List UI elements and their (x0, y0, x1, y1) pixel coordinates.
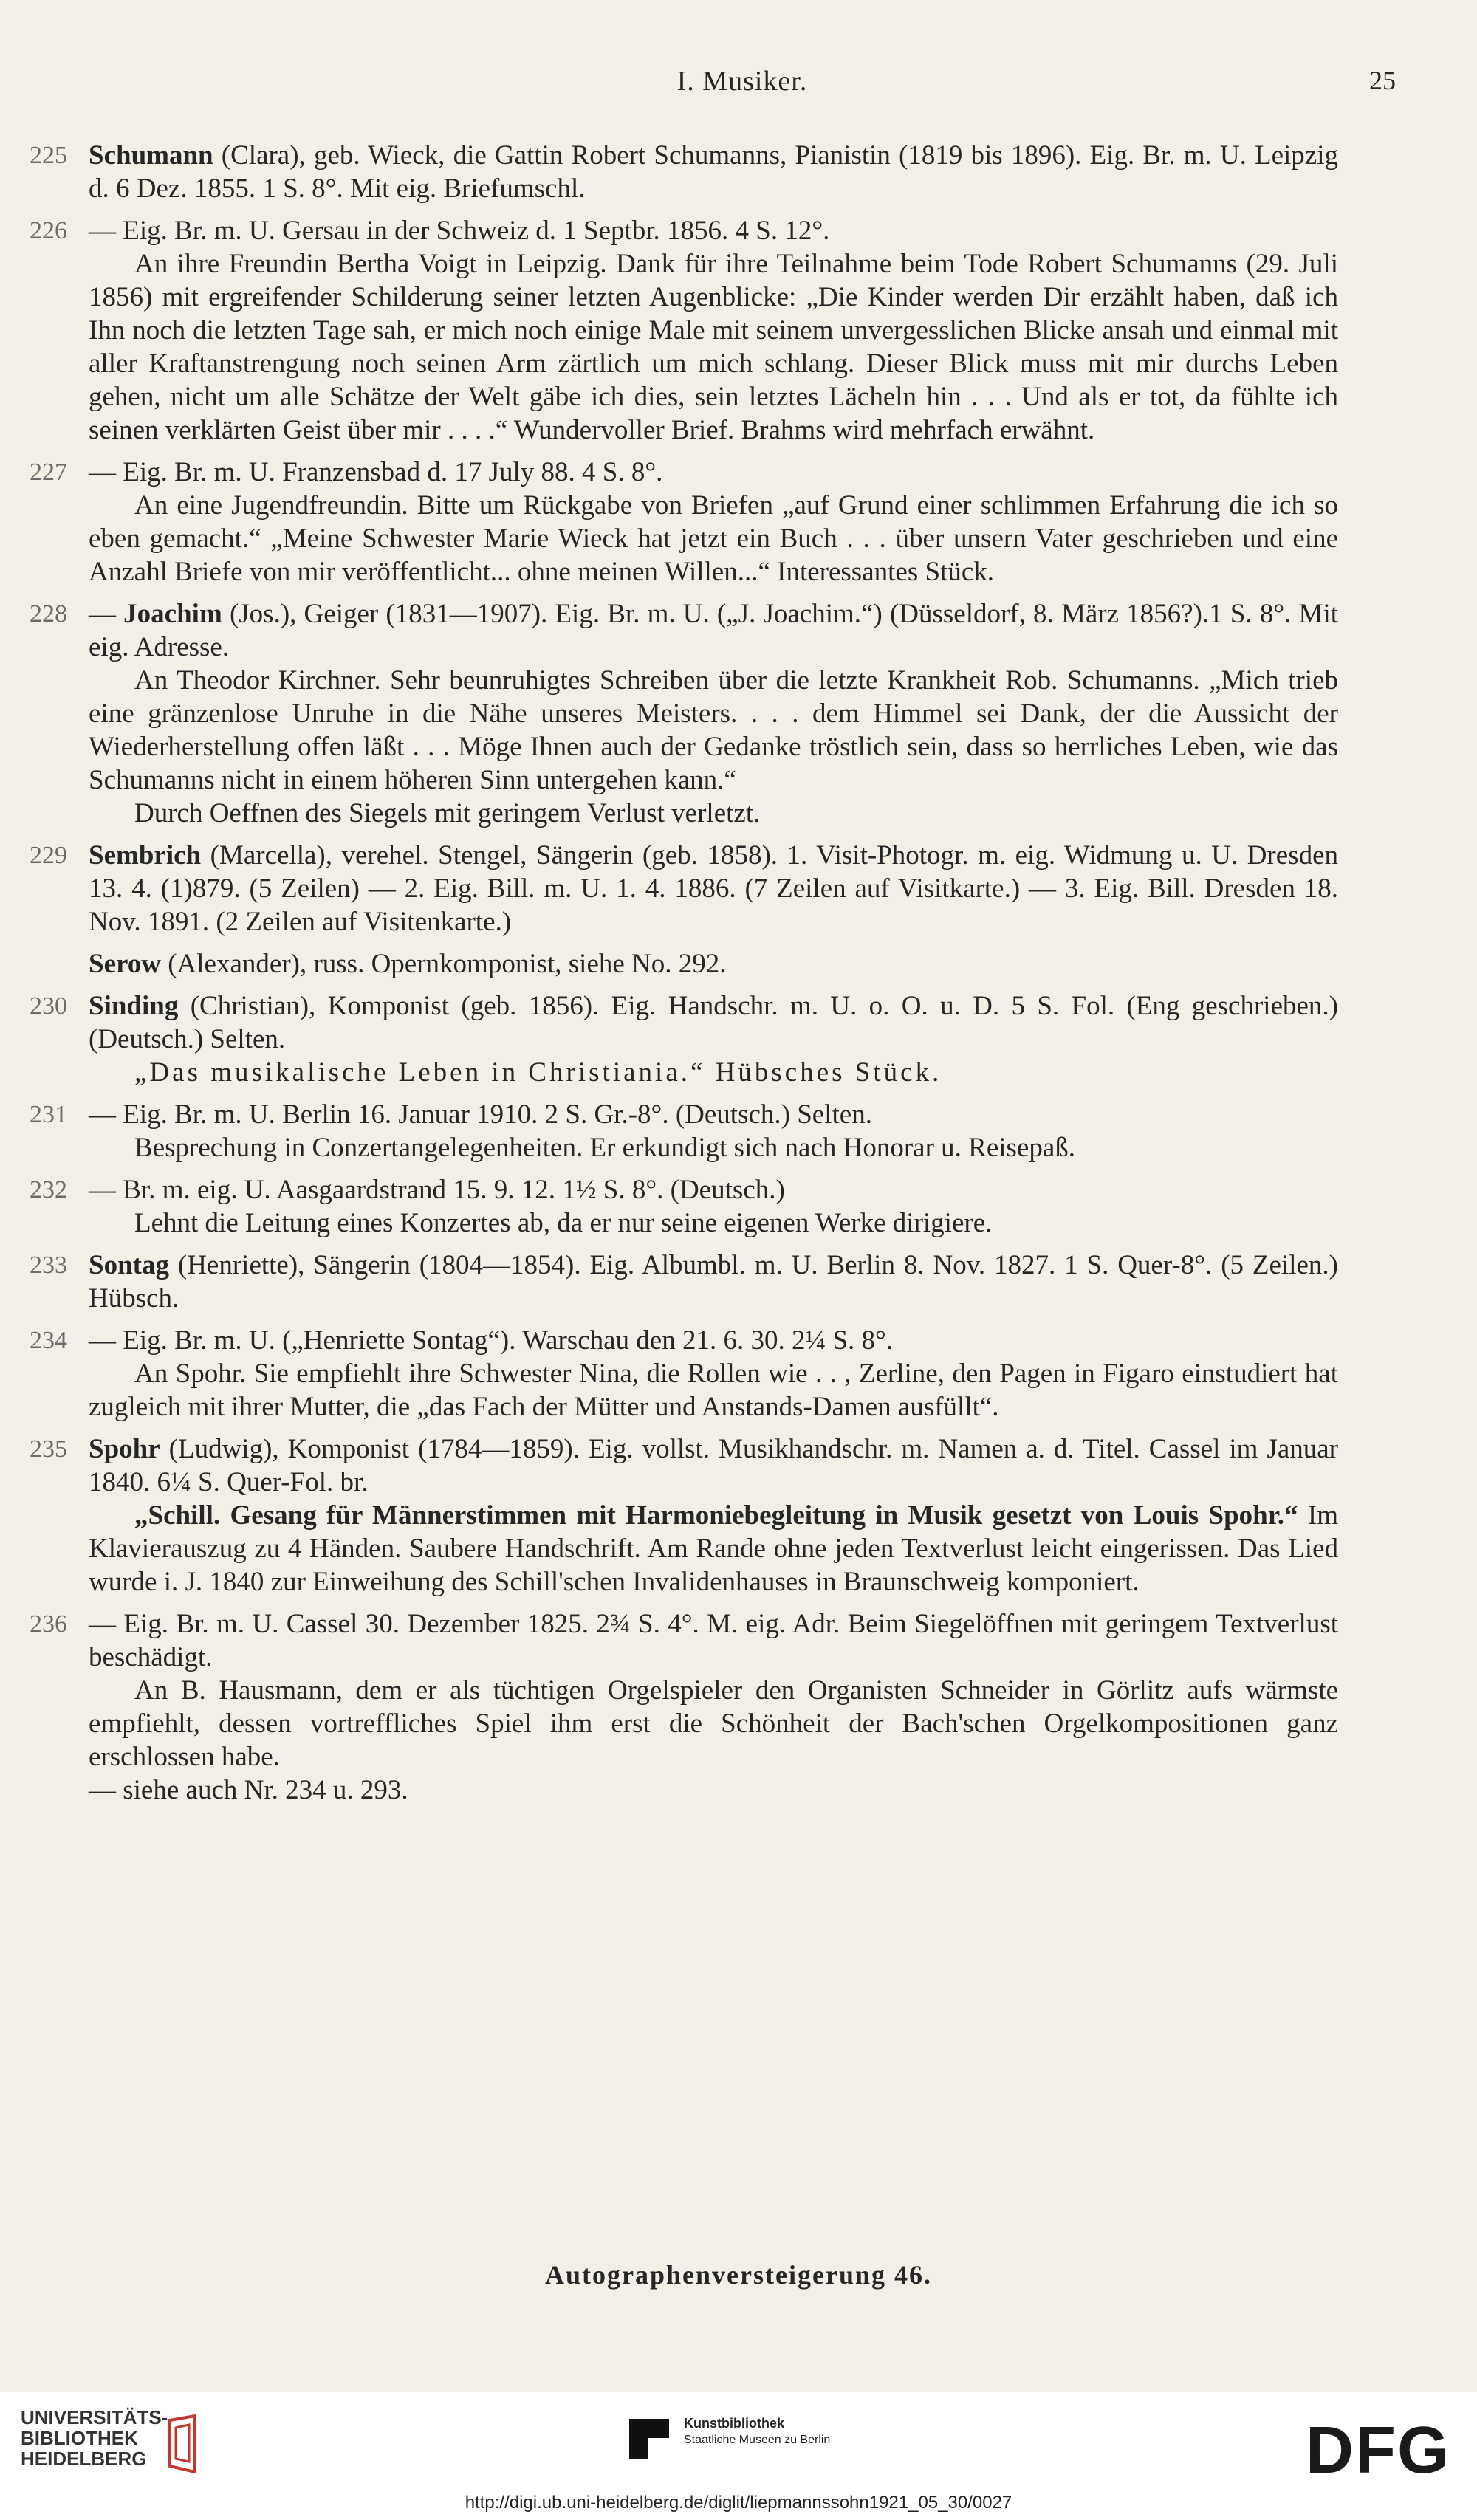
entry-231 (30, 1098, 1338, 1164)
page-header (89, 65, 1396, 109)
running-title: I. Musiker. (676, 66, 808, 97)
entry-serow (30, 947, 1338, 981)
catalog-entries (30, 139, 1338, 1816)
entry-text: — Eig. Br. m. U. Franzensbad d. 17 July 88. 4 S. 8°. (89, 457, 663, 487)
logo-line: HEIDELBERG (21, 2448, 147, 2470)
entry-description: An ihre Freundin Bertha Voigt in Leipzig. Dank für ihre Teilnahme beim Tode Robert Schumanns (29. Juli 1856) mit ergreifender Schilderung seiner letzten Augenblicke: „Die Kinder werden Dir erzählt haben, daß ich Ihn noch die letzten Tage sah, er mich noch einige Male mit seinem unvergesslichen Blicke ansah und einmal mit aller Kraftanstrengung noch seinen Arm zärtlich um mich schlang. Dieser Blick muss mit mir durchs Leben gehen, nicht um alle Schätze der Welt gäbe ich dies, sein letztes Lächeln hin . . . Und als er tot, da fühlte ich seinen verklärten Geist über mir . . . .“ Wundervoller Brief. Brahms wird mehrfach erwähnt. (89, 249, 1338, 445)
cross-reference: — siehe auch Nr. 234 u. 293. (89, 1775, 408, 1805)
composer-name: Serow (89, 949, 161, 979)
composer-name: Joachim (123, 599, 222, 629)
entry-text: — Eig. Br. m. U. („Henriette Sontag“). Warschau den 21. 6. 30. 2¼ S. 8°. (89, 1325, 894, 1356)
entry-text: (Ludwig), Komponist (1784—1859). Eig. vollst. Musikhandschr. m. Namen a. d. Titel. Cassel im Januar 1840. 6¼ S. Quer-Fol. br. (89, 1434, 1338, 1497)
entry-number: 234 (30, 1327, 67, 1354)
entry-235 (30, 1432, 1338, 1599)
kb-title: Kunstbibliothek (684, 2416, 784, 2431)
entry-description: Lehnt die Leitung eines Konzertes ab, da er nur seine eigenen Werke dirigiere. (134, 1208, 993, 1238)
entry-236 (30, 1607, 1338, 1807)
heidelberg-library-logo[interactable] (21, 2407, 213, 2488)
entry-number: 229 (30, 842, 67, 869)
entry-text: — Eig. Br. m. U. Cassel 30. Dezember 1825. 2¾ S. 4°. M. eig. Adr. Beim Siegelöffnen mit geringem Textverlust beschädigt. (89, 1609, 1338, 1672)
composer-name: Sontag (89, 1250, 169, 1280)
kb-subtitle: Staatliche Museen zu Berlin (684, 2434, 831, 2446)
entry-number: 228 (30, 600, 67, 628)
auction-footer: Autographenversteigerung 46. (545, 2260, 932, 2290)
composer-name: Sembrich (89, 840, 202, 871)
dfg-logo[interactable]: DFG (1306, 2414, 1450, 2488)
entry-233 (30, 1249, 1338, 1315)
entry-225 (30, 139, 1338, 205)
entry-description: „Das musikalische Leben in Christiania.“ Hübsches Stück. (134, 1057, 942, 1088)
page-number: 25 (1369, 66, 1396, 95)
entry-description: An Theodor Kirchner. Sehr beunruhigtes Schreiben über die letzte Krankheit Rob. Schumanns. „Mich trieb eine gränzenlose Unruhe in die Nähe unseres Meisters. . . . dem Himmel sei Dank, der die Aussicht der Wiederherstellung offen läßt . . . Möge Ihnen auch der Gedanke tröstlich sein, dass so herrliches Leben, wie das Schumanns nicht in einem höheren Sinn untergehen kann.“ (89, 665, 1338, 795)
entry-description: An eine Jugendfreundin. Bitte um Rückgabe von Briefen „auf Grund einer schlimmen Erfahrung die ich so eben gemacht.“ „Meine Schwester Marie Wieck hat jetzt ein Buch . . . über unsern Vater geschrieben und eine Anzahl Briefe von mir veröffentlicht... ohne meinen Willen...“ Interessantes Stück. (89, 490, 1338, 587)
entry-number: 236 (30, 1610, 67, 1638)
entry-234 (30, 1324, 1338, 1424)
kunstbibliothek-emblem-icon (626, 2416, 672, 2462)
entry-description: Besprechung in Conzertangelegenheiten. Er erkundigt sich nach Honorar u. Reisepaß. (134, 1133, 1076, 1163)
entry-228 (30, 597, 1338, 830)
entry-number: 231 (30, 1101, 67, 1128)
entry-number: 226 (30, 217, 67, 244)
logo-line: BIBLIOTHEK (21, 2427, 138, 2449)
entry-text: — Eig. Br. m. U. Berlin 16. Januar 1910. 2 S. Gr.-8°. (Deutsch.) Selten. (89, 1099, 872, 1130)
composer-name: Spohr (89, 1434, 160, 1464)
entry-number: 235 (30, 1435, 67, 1463)
entry-text: (Marcella), verehel. Stengel, Sängerin (geb. 1858). 1. Visit-Photogr. m. eig. Widmung u. U. Dresden 13. 4. (1)879. (5 Zeilen) — 2. Eig. Bill. m. U. 1. 4. 1886. (7 Zeilen auf Visitkarte.) — 3. Eig. Bill. Dresden 18. Nov. 1891. (2 Zeilen auf Visitenkarte.) (89, 840, 1338, 937)
source-url[interactable]: http://digi.ub.uni-heidelberg.de/diglit/liepmannssohn1921_05_30/0027 (465, 2493, 1012, 2513)
entry-dash: — (89, 599, 124, 629)
entry-number: 230 (30, 992, 67, 1020)
entry-description: An Spohr. Sie empfiehlt ihre Schwester Nina, die Rollen wie . . , Zerline, den Pagen in Figaro einstudiert hat zugleich mit ihrer Mutter, die „das Fach der Mütter und Anstands-Damen ausfüllt“. (89, 1359, 1338, 1422)
entry-text: — Br. m. eig. U. Aasgaardstrand 15. 9. 12. 1½ S. 8°. (Deutsch.) (89, 1175, 785, 1205)
entry-text: — Eig. Br. m. U. Gersau in der Schweiz d. 1 Septbr. 1856. 4 S. 12°. (89, 216, 830, 246)
composer-name: Sinding (89, 991, 179, 1021)
entry-text: (Jos.), Geiger (1831—1907). Eig. Br. m. U. („J. Joachim.“) (Düsseldorf, 8. März 1856?).1 S. 8°. Mit eig. Adresse. (89, 599, 1339, 662)
entry-number: 225 (30, 142, 67, 169)
kunstbibliothek-logo[interactable] (626, 2416, 831, 2468)
viewer-footer-bar (0, 2392, 1477, 2520)
entry-note: Durch Oeffnen des Siegels mit geringem Verlust verletzt. (134, 798, 761, 828)
entry-number: 227 (30, 459, 67, 486)
entry-description: An B. Hausmann, dem er als tüchtigen Orgelspieler den Organisten Schneider in Görlitz aufs wärmste empfiehlt, dessen vortreffliches Spiel ihm erst die Schönheit der Bach'schen Orgelkompositionen ganz erschlossen habe. (89, 1675, 1338, 1772)
entry-229 (30, 839, 1338, 938)
work-title: „Schill. Gesang für Männerstimmen mit Harmoniebegleitung in Musik gesetzt von Louis Spohr.“ (134, 1500, 1298, 1531)
entry-number: 232 (30, 1176, 67, 1204)
library-emblem-icon (165, 2413, 201, 2476)
entry-number: 233 (30, 1252, 67, 1279)
entry-number (30, 947, 89, 981)
entry-text: (Clara), geb. Wieck, die Gattin Robert Schumanns, Pianistin (1819 bis 1896). Eig. Br. m. U. Leipzig d. 6 Dez. 1855. 1 S. 8°. Mit eig. Briefumschl. (89, 140, 1338, 204)
entry-text: (Alexander), russ. Opernkomponist, siehe No. 292. (160, 949, 727, 979)
entry-226 (30, 214, 1338, 447)
entry-text: (Henriette), Sängerin (1804—1854). Eig. Albumbl. m. U. Berlin 8. Nov. 1827. 1 S. Quer-8°. (5 Zeilen.) Hübsch. (89, 1250, 1338, 1314)
entry-description: Im Klavierauszug zu 4 Händen. Saubere Handschrift. Am Rande ohne jeden Textverlust leicht eingerissen. Das Lied wurde i. J. 1840 zur Einweihung des Schill'schen Invalidenhauses in Braunschweig komponiert. (89, 1500, 1338, 1597)
logo-line: UNIVERSITÄTS- (21, 2406, 168, 2428)
entry-232 (30, 1173, 1338, 1240)
composer-name: Schumann (89, 140, 213, 171)
entry-227 (30, 456, 1338, 588)
entry-text: (Christian), Komponist (geb. 1856). Eig. Handschr. m. U. o. O. u. D. 5 S. Fol. (Eng geschrieben.) (Deutsch.) Selten. (89, 991, 1338, 1054)
entry-230 (30, 989, 1338, 1089)
